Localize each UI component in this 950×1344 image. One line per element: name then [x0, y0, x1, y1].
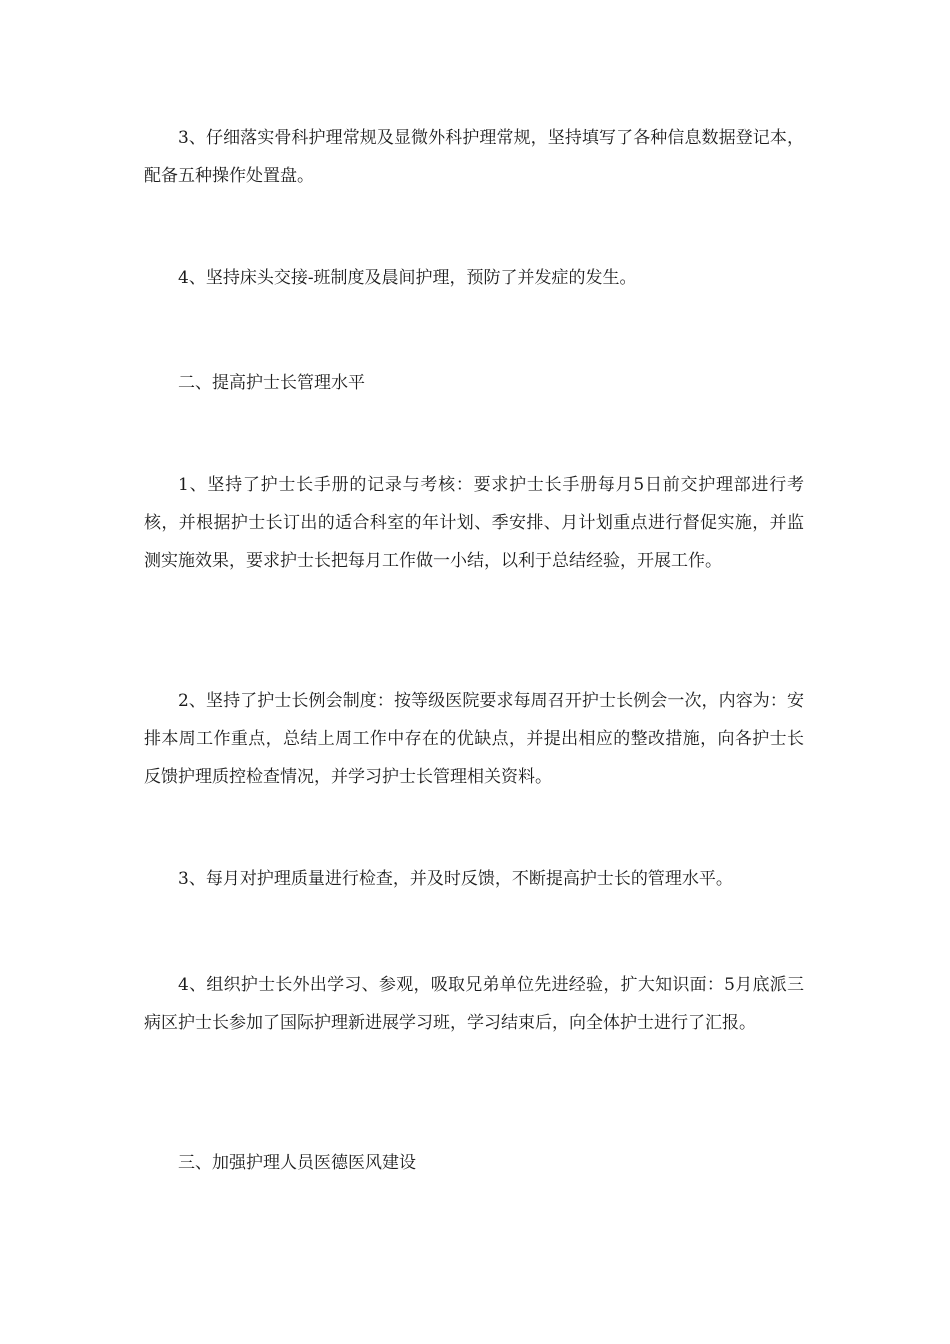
paragraph-quality-check: 3、每月对护理质量进行检查，并及时反馈，不断提高护士长的管理水平。	[178, 869, 733, 889]
paragraph-item-3: 3、仔细落实骨科护理常规及显微外科护理常规，坚持填写了各种信息数据登记本，配备五种操作处置盘。	[144, 128, 804, 186]
paragraph-handbook: 1、坚持了护士长手册的记录与考核：要求护士长手册每月5日前交护理部进行考核，并根据护士长订出的适合科室的年计划、季安排、月计划重点进行督促实施，并监测实施效果，要求护士长把每月工作做一小结，以利于总结经验，开展工作。	[144, 475, 804, 571]
section-heading-2: 二、提高护士长管理水平	[178, 373, 365, 393]
paragraph-training: 4、组织护士长外出学习、参观，吸取兄弟单位先进经验，扩大知识面：5月底派三病区护士长参加了国际护理新进展学习班，学习结束后，向全体护士进行了汇报。	[144, 975, 804, 1033]
paragraph-item-4: 4、坚持床头交接-班制度及晨间护理，预防了并发症的发生。	[178, 268, 637, 288]
paragraph-meeting: 2、坚持了护士长例会制度：按等级医院要求每周召开护士长例会一次，内容为：安排本周工作重点，总结上周工作中存在的优缺点，并提出相应的整改措施，向各护士长反馈护理质控检查情况，并学习护士长管理相关资料。	[144, 691, 804, 787]
section-heading-3: 三、加强护理人员医德医风建设	[178, 1153, 416, 1173]
